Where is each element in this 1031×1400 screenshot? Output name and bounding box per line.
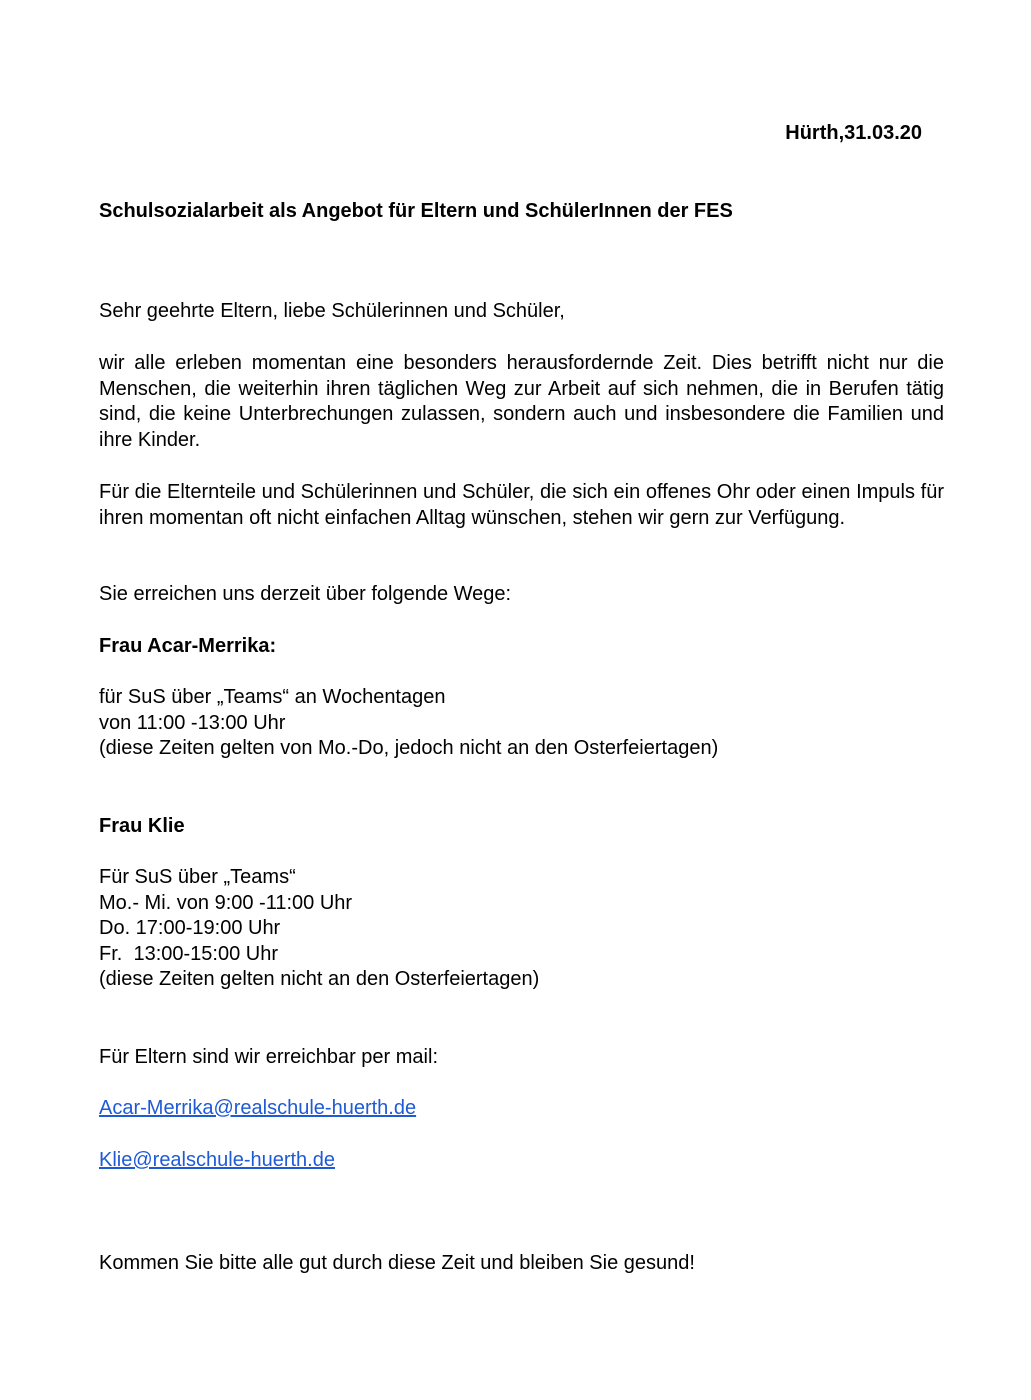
paragraph-situation: wir alle erleben momentan eine besonders herausfordernde Zeit. Dies betrifft nicht nur die Menschen, die weiterhin ihren täglichen Weg zur Arbeit auf sich nehmen, die in Berufen tätig sind, die keine Unterbrechungen zulassen, sondern auch und insbesondere die Familien und ihre Kinder. <box>99 352 944 451</box>
email-link-acar-merrika[interactable] <box>99 1096 416 1122</box>
contact-hours-line: (diese Zeiten gelten nicht an den Osterfeiertagen) <box>99 968 540 990</box>
contact-hours-acar-merrika <box>99 685 718 762</box>
letter-date: Hürth,31.03.20 <box>785 122 922 144</box>
contact-hours-line: Mo.- Mi. von 9:00 -11:00 Uhr <box>99 891 353 914</box>
email-link-text[interactable]: Klie@realschule-huerth.de <box>99 1149 335 1171</box>
contact-intro: Sie erreichen uns derzeit über folgende Wege: <box>99 583 512 605</box>
contact-hours-line: Für SuS über „Teams“ <box>99 866 296 888</box>
contact-hours-line: für SuS über „Teams“ an Wochentagen <box>99 686 446 708</box>
closing-sentence: Kommen Sie bitte alle gut durch diese Zeit und bleiben Sie gesund! <box>99 1252 695 1274</box>
salutation: Sehr geehrte Eltern, liebe Schülerinnen und Schüler, <box>99 300 565 322</box>
contact-name-acar-merrika: Frau Acar-Merrika: <box>99 635 277 657</box>
contact-hours-line: Do. 17:00-19:00 Uhr <box>99 917 281 939</box>
email-link-text[interactable]: Acar-Merrika@realschule-huerth.de <box>99 1097 417 1119</box>
email-link-klie[interactable] <box>99 1148 335 1174</box>
contact-hours-line: (diese Zeiten gelten von Mo.-Do, jedoch nicht an den Osterfeiertagen) <box>99 737 719 759</box>
contact-name-klie: Frau Klie <box>99 815 185 837</box>
letter-title: Schulsozialarbeit als Angebot für Eltern und SchülerInnen der FES <box>99 200 733 222</box>
contact-hours-line: Fr. 13:00-15:00 Uhr <box>99 942 278 965</box>
paragraph-offer: Für die Elternteile und Schülerinnen und Schüler, die sich ein offenes Ohr oder einen Impuls für ihren momentan oft nicht einfachen Alltag wünschen, stehen wir gern zur Verfügung. <box>99 481 944 529</box>
contact-hours-klie <box>99 865 539 993</box>
parents-mail-intro: Für Eltern sind wir erreichbar per mail: <box>99 1046 438 1068</box>
contact-hours-line: von 11:00 -13:00 Uhr <box>99 711 286 734</box>
